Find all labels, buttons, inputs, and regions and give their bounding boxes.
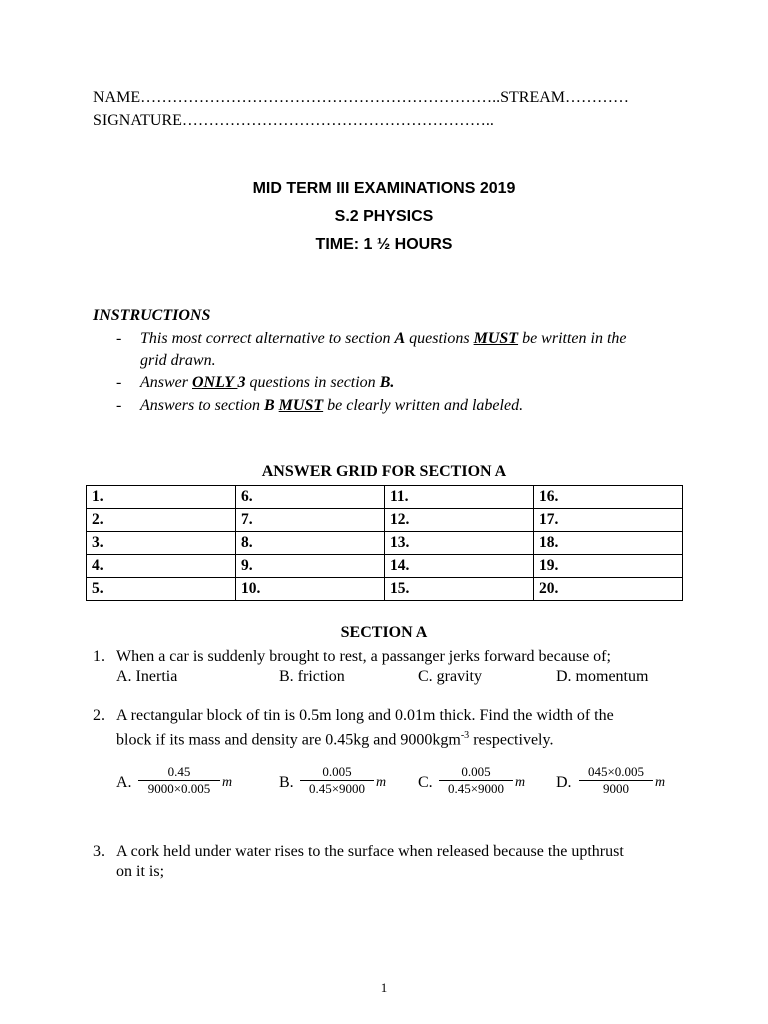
grid-cell[interactable]: 8. <box>236 532 385 555</box>
denominator: 9000 <box>603 781 629 796</box>
grid-cell[interactable]: 11. <box>385 486 534 509</box>
question-2-text-continued <box>116 726 553 750</box>
section-a-heading: SECTION A <box>340 624 428 641</box>
unit: m <box>376 775 387 790</box>
instructions-heading: INSTRUCTIONS <box>93 307 211 324</box>
option-b-letter: B. <box>279 774 294 791</box>
grid-cell[interactable]: 5. <box>87 578 236 601</box>
answer-grid-heading: ANSWER GRID FOR SECTION A <box>261 463 507 480</box>
table-row <box>87 555 683 578</box>
numerator: 0.005 <box>322 764 352 779</box>
option-a: A. Inertia <box>116 668 178 685</box>
option-c-letter: C. <box>418 774 433 791</box>
option-d-fraction <box>579 764 653 797</box>
signature-line: SIGNATURE………………………………………………….. <box>93 112 494 129</box>
option-d-letter: D. <box>556 774 572 791</box>
question-3-text-continued: on it is; <box>116 863 165 880</box>
option-a-fraction <box>138 764 220 797</box>
instruction-emphasis: B <box>264 397 275 414</box>
grid-cell[interactable]: 6. <box>236 486 385 509</box>
question-text: respectively. <box>469 731 554 749</box>
unit: m <box>515 775 526 790</box>
instruction-text: be clearly written and labeled. <box>323 397 524 414</box>
answer-grid-table <box>86 485 683 601</box>
instruction-emphasis: MUST <box>278 397 324 414</box>
grid-cell[interactable]: 7. <box>236 509 385 532</box>
instruction-text: be written in the <box>518 330 627 347</box>
denominator: 0.45×9000 <box>447 781 505 796</box>
question-2-text: A rectangular block of tin is 0.5m long and 0.01m thick. Find the width of the <box>116 707 614 724</box>
question-text: block if its mass and density are 0.45kg and 9000kgm <box>116 731 461 749</box>
grid-cell[interactable]: 1. <box>87 486 236 509</box>
subject-title: S.2 PHYSICS <box>334 208 434 225</box>
question-3-text: A cork held under water rises to the surface when released because the upthrust <box>116 843 624 860</box>
grid-cell[interactable]: 9. <box>236 555 385 578</box>
instruction-text: questions in section <box>245 374 380 391</box>
instruction-emphasis: A <box>394 330 406 347</box>
grid-cell[interactable]: 14. <box>385 555 534 578</box>
option-c: C. gravity <box>418 668 482 685</box>
superscript: -3 <box>460 730 470 741</box>
instruction-emphasis: MUST <box>473 330 519 347</box>
unit: m <box>222 775 233 790</box>
question-number: 2. <box>93 707 105 724</box>
question-number: 3. <box>93 843 105 860</box>
name-stream-line: NAME…………………………………………………………..STREAM………… <box>93 89 630 106</box>
instruction-emphasis: B. <box>379 374 395 391</box>
bullet-dash: - <box>116 397 122 414</box>
question-1-text: When a car is suddenly brought to rest, a passanger jerks forward because of; <box>116 648 611 665</box>
page-number: 1 <box>380 980 388 995</box>
instruction-text: This most correct alternative to section <box>140 330 395 347</box>
grid-cell[interactable]: 18. <box>534 532 683 555</box>
numerator: 0.45 <box>167 764 191 779</box>
grid-cell[interactable]: 10. <box>236 578 385 601</box>
denominator: 0.45×9000 <box>308 781 366 796</box>
instruction-emphasis: ONLY <box>192 374 238 391</box>
numerator: 045×0.005 <box>587 764 645 779</box>
grid-cell[interactable]: 12. <box>385 509 534 532</box>
denominator: 9000×0.005 <box>147 781 211 796</box>
table-row <box>87 578 683 601</box>
instruction-item-1-continued: grid drawn. <box>140 352 216 369</box>
grid-cell[interactable]: 2. <box>87 509 236 532</box>
unit: m <box>655 775 666 790</box>
instruction-text: questions <box>405 330 474 347</box>
option-a-letter: A. <box>116 774 132 791</box>
numerator: 0.005 <box>461 764 491 779</box>
grid-cell[interactable]: 15. <box>385 578 534 601</box>
grid-cell[interactable]: 13. <box>385 532 534 555</box>
grid-cell[interactable]: 20. <box>534 578 683 601</box>
time-allowed: TIME: 1 ½ HOURS <box>315 236 453 253</box>
grid-cell[interactable]: 16. <box>534 486 683 509</box>
option-b: B. friction <box>279 668 345 685</box>
table-row <box>87 486 683 509</box>
instruction-text: Answers to section <box>140 397 264 414</box>
question-number: 1. <box>93 648 105 665</box>
exam-title: MID TERM III EXAMINATIONS 2019 <box>252 180 516 197</box>
bullet-dash: - <box>116 330 122 347</box>
option-d: D. momentum <box>556 668 649 685</box>
option-b-fraction <box>300 764 374 797</box>
bullet-dash: - <box>116 374 122 391</box>
table-row <box>87 509 683 532</box>
grid-cell[interactable]: 17. <box>534 509 683 532</box>
instruction-emphasis: 3 <box>237 374 246 391</box>
grid-cell[interactable]: 4. <box>87 555 236 578</box>
grid-cell[interactable]: 19. <box>534 555 683 578</box>
grid-cell[interactable]: 3. <box>87 532 236 555</box>
option-c-fraction <box>439 764 513 797</box>
instruction-text: Answer <box>140 374 192 391</box>
table-row <box>87 532 683 555</box>
